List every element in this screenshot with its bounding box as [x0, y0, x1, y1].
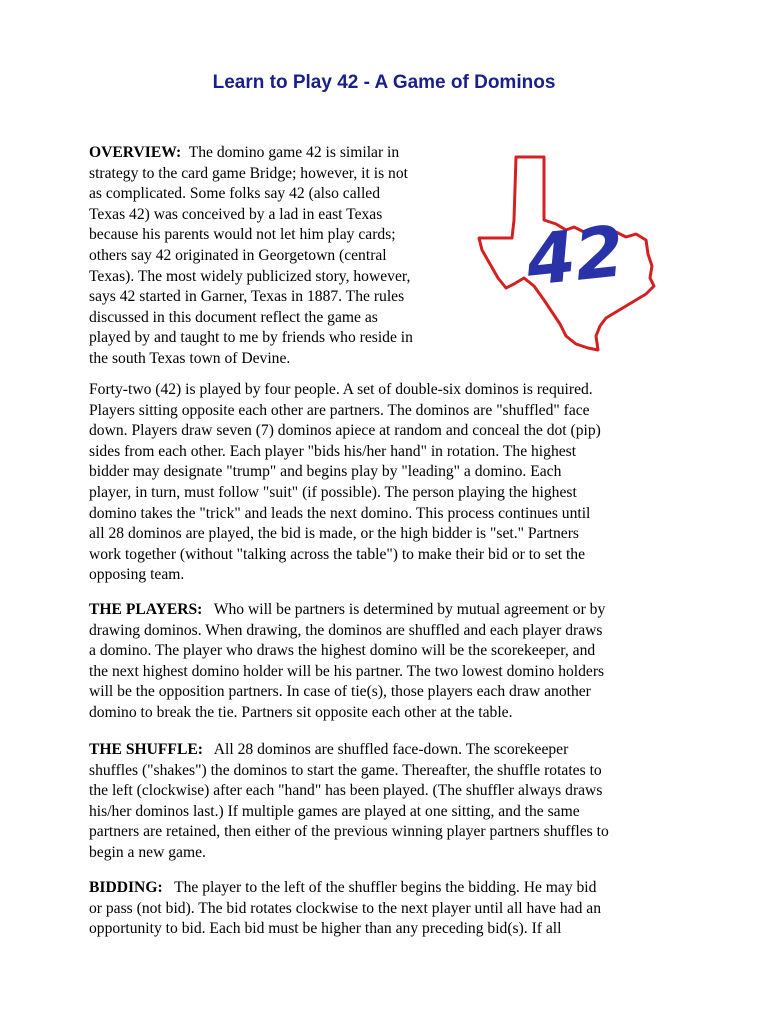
intro-line-3: sides from each other. Each player "bids his/her hand" in rotation. The highest — [89, 442, 577, 460]
players-line-3: the next highest domino holder will be his partner. The two lowest domino holders — [89, 662, 605, 680]
intro-line-1: Players sitting opposite each other are partners. The dominos are "shuffled" face — [89, 401, 590, 419]
overview-line-5: others say 42 originated in Georgetown (central — [89, 246, 387, 264]
overview-line-8: discussed in this document reflect the game as — [89, 308, 378, 326]
overview-line-4: because his parents would not let him play cards; — [89, 226, 396, 244]
intro-line-9: opposing team. — [89, 566, 185, 584]
overview-line-7: says 42 started in Garner, Texas in 1887. The rules — [89, 288, 405, 306]
bidding-text-0: The player to the left of the shuffler begins the bidding. He may bid — [174, 879, 597, 896]
intro-line-2: down. Players draw seven (7) dominos apiece at random and conceal the dot (pip) — [89, 422, 601, 440]
intro-paragraph — [89, 380, 601, 586]
intro-line-4: bidder may designate "trump" and begins play by "leading" a domino. Each — [89, 463, 562, 481]
overview-line-3: Texas 42) was conceived by a lad in east Texas — [89, 205, 383, 223]
bidding-paragraph — [89, 878, 601, 940]
overview-line-6: Texas). The most widely publicized story, however, — [89, 267, 411, 285]
players-line-5: domino to break the tie. Partners sit opposite each other at the table. — [89, 703, 513, 721]
overview-paragraph — [89, 143, 413, 370]
intro-line-7: all 28 dominos are played, the bid is made, or the high bidder is "set." Partners — [89, 525, 579, 543]
players-line-4: will be the opposition partners. In case of tie(s), those players each draw another — [89, 683, 591, 701]
page-title: Learn to Play 42 - A Game of Dominos — [212, 72, 556, 93]
overview-line-10: the south Texas town of Devine. — [89, 349, 291, 367]
players-text-0: Who will be partners is determined by mutual agreement or by — [213, 601, 606, 618]
players-line-1: drawing dominos. When drawing, the dominos are shuffled and each player draws — [89, 621, 603, 639]
shuffle-text-0: All 28 dominos are shuffled face-down. The scorekeeper — [213, 741, 569, 758]
bidding-line-0 — [89, 878, 601, 899]
shuffle-line-2: the left (clockwise) after each "hand" has been played. (The shuffler always draws — [89, 782, 603, 800]
overview-line-2: as complicated. Some folks say 42 (also called — [89, 185, 381, 203]
players-line-2: a domino. The player who draws the highest domino will be the scorekeeper, and — [89, 642, 596, 660]
overview-heading: OVERVIEW: — [89, 144, 182, 161]
shuffle-line-1: shuffles ("shakes") the dominos to start the game. Thereafter, the shuffle rotates to — [89, 761, 602, 779]
bidding-line-1: or pass (not bid). The bid rotates clockwise to the next player until all have had an — [89, 899, 601, 917]
shuffle-line-3: his/her dominos last.) If multiple games are played at one sitting, and the same — [89, 802, 580, 820]
players-line-0 — [89, 600, 605, 621]
overview-text-0: The domino game 42 is similar in — [188, 144, 400, 161]
intro-line-6: domino takes the "trick" and leads the next domino. This process continues until — [89, 504, 591, 522]
intro-line-0: Forty-two (42) is played by four people. A set of double-six dominos is required. — [89, 381, 593, 398]
players-heading: THE PLAYERS: — [89, 601, 203, 618]
intro-line-5: player, in turn, must follow "suit" (if possible). The person playing the highest — [89, 483, 577, 501]
overview-line-0 — [89, 143, 413, 164]
players-paragraph — [89, 600, 605, 724]
shuffle-line-0 — [89, 740, 609, 761]
shuffle-heading: THE SHUFFLE: — [89, 741, 203, 758]
shuffle-line-4: partners are retained, then either of the previous winning player partners shuffles to — [89, 823, 609, 841]
shuffle-paragraph — [89, 740, 609, 864]
intro-line-8: work together (without "talking across the table") to make their bid or to set the — [89, 545, 586, 563]
logo-number: 42 — [522, 210, 628, 302]
overview-line-9: played by and taught to me by friends who reside in — [89, 329, 413, 347]
texas-map-icon — [476, 154, 658, 354]
bidding-heading: BIDDING: — [89, 879, 163, 896]
overview-line-1: strategy to the card game Bridge; however, it is not — [89, 164, 408, 182]
bidding-line-2: opportunity to bid. Each bid must be higher than any preceding bid(s). If all — [89, 920, 562, 938]
shuffle-line-5: begin a new game. — [89, 843, 206, 861]
